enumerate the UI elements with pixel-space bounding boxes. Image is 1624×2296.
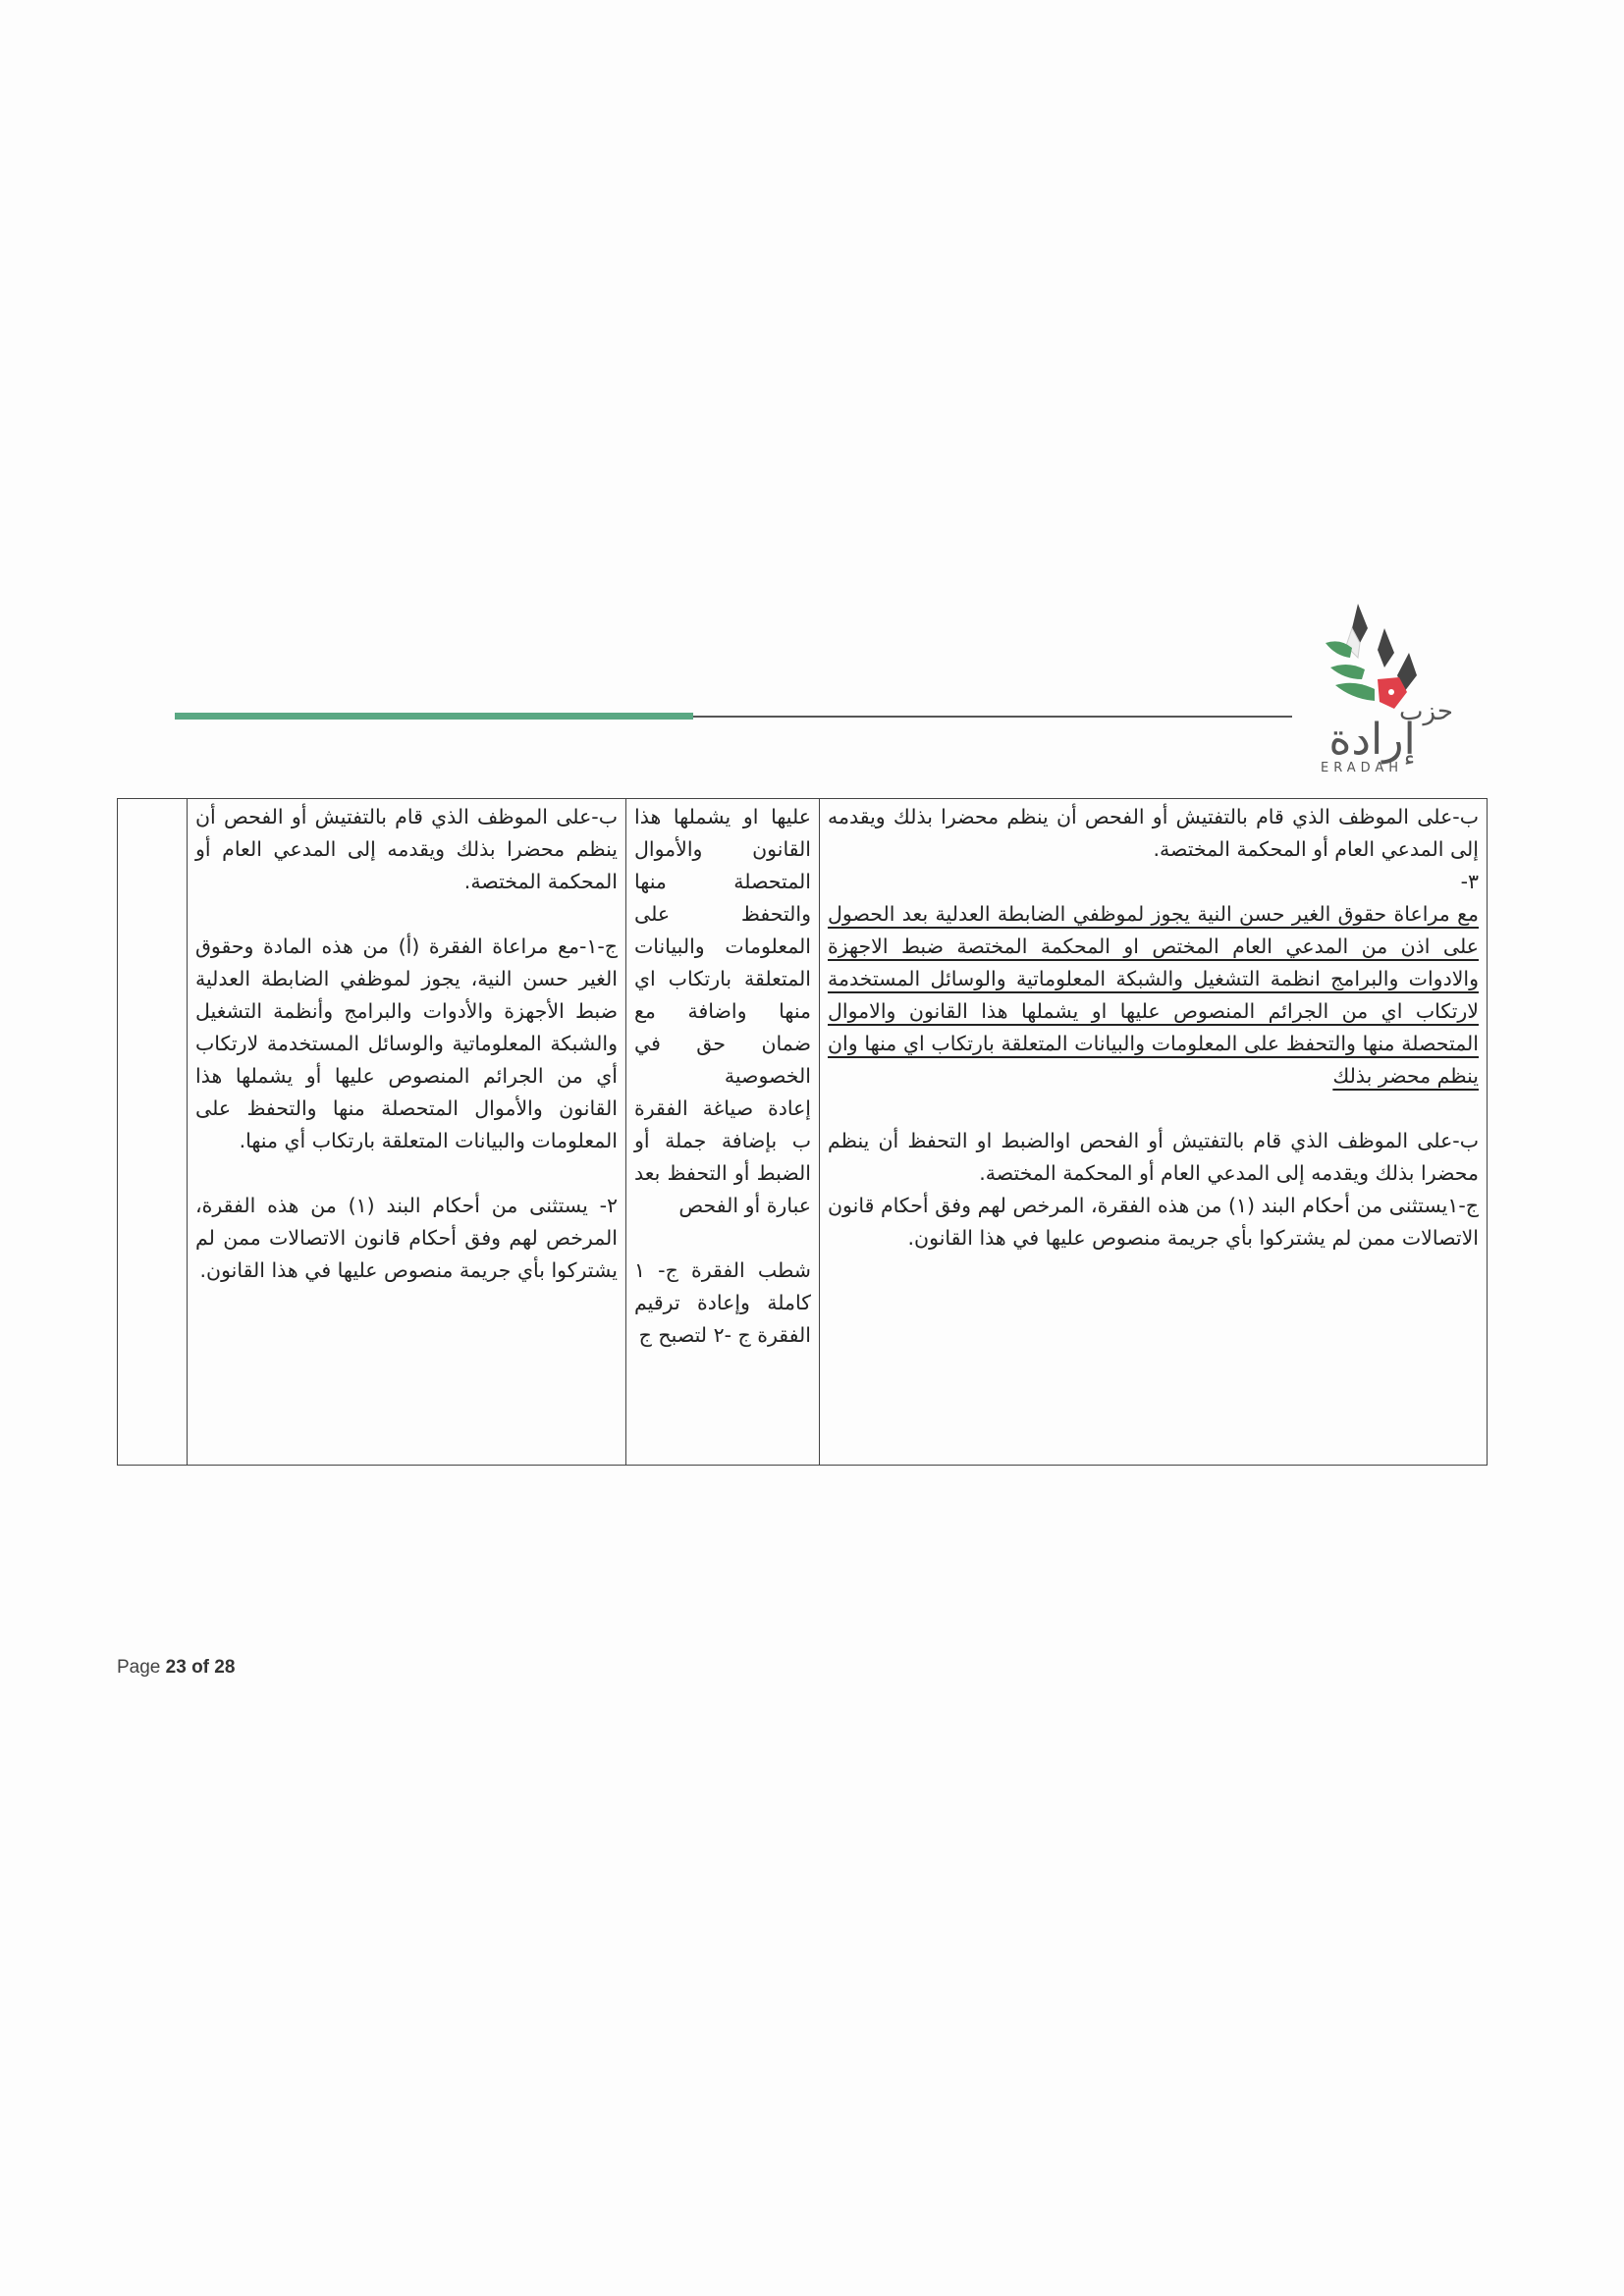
header-rule-green — [175, 713, 693, 720]
table-row — [118, 799, 1488, 1466]
page-number — [117, 1657, 235, 1679]
proposed-paragraph-b2: ب-على الموظف الذي قام بالتفتيش أو الفحص اوالضبط او التحفظ أن ينظم محضرا بذلك ويقدمه إلى المدعي العام أو المحكمة المختصة. — [828, 1129, 1479, 1185]
original-paragraph-j1: ج-١-مع مراعاة الفقرة (أ) من هذه المادة وحقوق الغير حسن النية، يجوز لموظفي الضابطة العدلية ضبط الأجهزة والأدوات والبرامج وأنظمة التشغيل والشبكة المعلوماتية والوسائل المستخدمة لارتكاب أي من الجرائم المنصوص عليها أو يشملها هذا القانون والأموال المتحصلة منها والتحفظ على المعلومات والبيانات المتعلقة بارتكاب أي منها. — [195, 934, 618, 1152]
page-of: of — [191, 1657, 210, 1678]
proposed-text-cell — [820, 799, 1488, 1466]
note-rewording: إعادة صياغة الفقرة ب بإضافة جملة أو الضبط أو التحفظ بعد عبارة أو الفحص — [634, 1096, 811, 1217]
header-rule-gray — [693, 716, 1292, 718]
original-text-cell — [188, 799, 626, 1466]
logo-party-word: حزب — [1399, 697, 1453, 726]
logo-name-en: ERADAH — [1321, 761, 1404, 775]
amendments-table — [117, 798, 1488, 1466]
empty-number-cell — [118, 799, 188, 1466]
page-current: 23 — [165, 1657, 187, 1678]
original-paragraph-j2: ٢- يستثنى من أحكام البند (١) من هذه الفقرة، المرخص لهم وفق أحكام قانون الاتصالات ممن لم يشتركوا بأي جريمة منصوص عليها في هذا القانون. — [195, 1194, 619, 1282]
note-privacy: عليها او يشملها هذا القانون والأموال المتحصلة منها والتحفظ على المعلومات والبيانات المتعلقة بارتكاب اي منها واضافة مع ضمان حق في الخصوصية — [634, 805, 811, 1088]
page-total: 28 — [214, 1657, 236, 1678]
proposed-paragraph-j1: ج-١يستثنى من أحكام البند (١) من هذه الفقرة، المرخص لهم وفق أحكام قانون الاتصالات ممن لم يشتركوا بأي جريمة منصوص عليها في هذا القانون. — [828, 1194, 1479, 1250]
proposed-underlined-amendment: مع مراعاة حقوق الغير حسن النية يجوز لموظفي الضابطة العدلية بعد الحصول على اذن من المدعي العام المختص او المحكمة المختصة ضبط الاجهزة والادوات والبرامج انظمة التشغيل والشبكة المعلوماتية والوسائل المستخدمة لارتكاب اي من الجرائم المنصوص عليها او يشملها هذا القانون والاموال المتحصلة منها والتحفظ على المعلومات والبيانات المتعلقة بارتكاب اي منها وان ينظم محضر بذلك — [828, 902, 1479, 1088]
logo-name-ar: إرادة — [1328, 715, 1416, 765]
eradah-logo — [1301, 599, 1458, 775]
note-deletion: شطب الفقرة ج- ١ كاملة وإعادة ترقيم الفقرة ج -٢ لتصبح ج — [634, 1258, 811, 1347]
notes-cell — [626, 799, 820, 1466]
original-paragraph-b: ب-على الموظف الذي قام بالتفتيش أو الفحص أن ينظم محضرا بذلك ويقدمه إلى المدعي العام أو المحكمة المختصة. — [195, 805, 618, 893]
proposed-paragraph-b: ب-على الموظف الذي قام بالتفتيش أو الفحص أن ينظم محضرا بذلك ويقدمه إلى المدعي العام أو المحكمة المختصة. — [828, 805, 1479, 861]
proposed-item-number: ٣- — [1460, 870, 1479, 893]
page-label: Page — [117, 1657, 161, 1678]
